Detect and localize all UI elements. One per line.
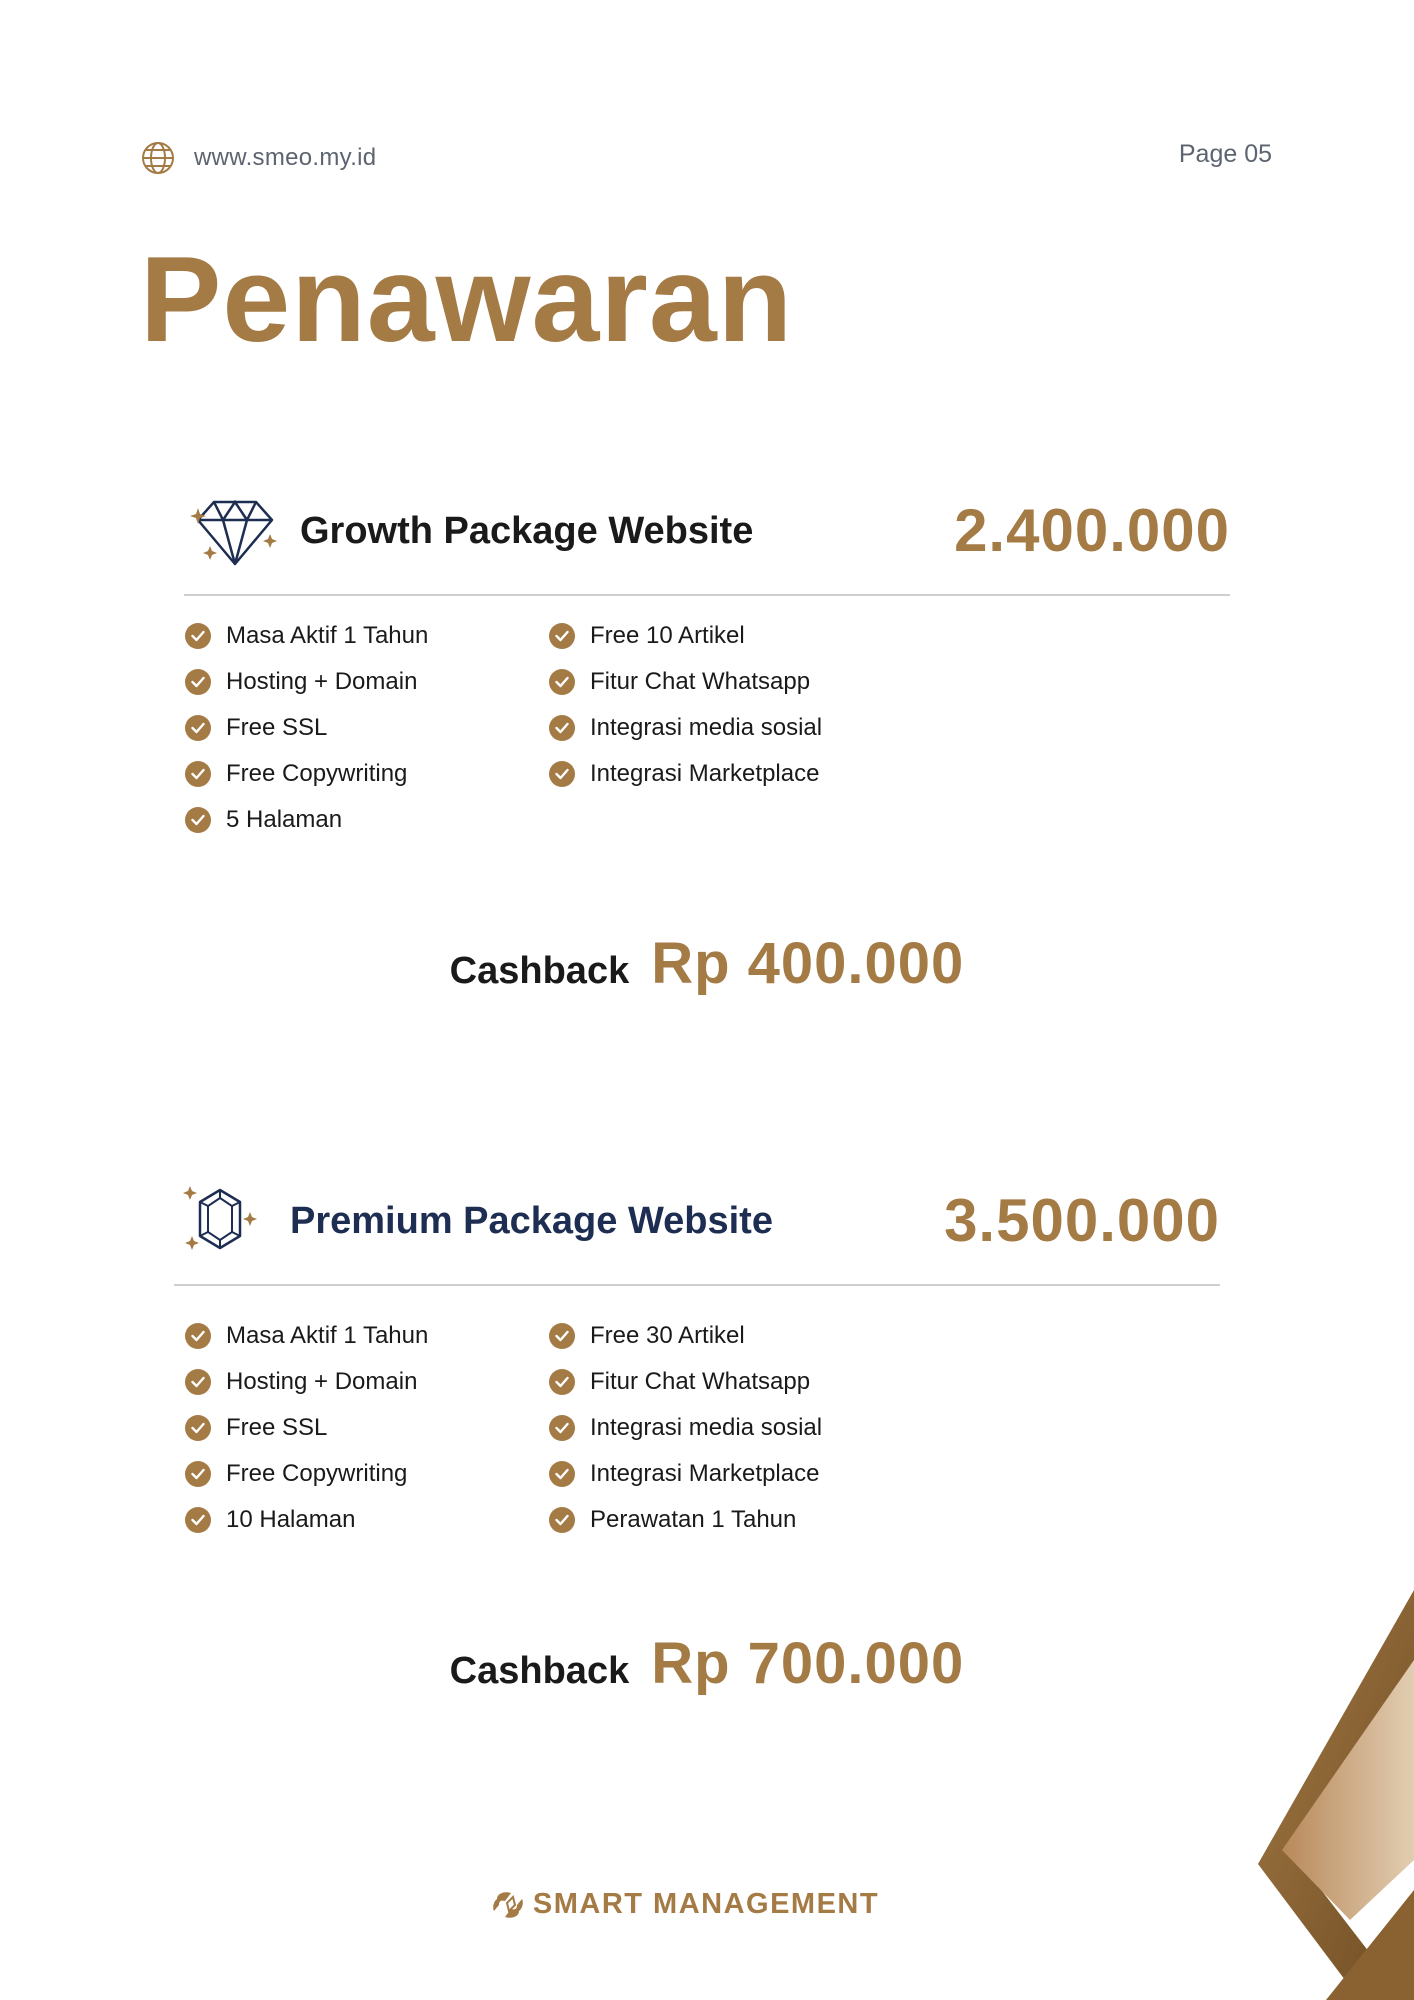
feature-item [185,622,428,650]
feature-item [549,1506,796,1534]
feature-label: Fitur Chat Whatsapp [590,1368,811,1395]
feature-item [185,1322,428,1350]
check-circle-icon [185,761,211,787]
feature-label: 10 Halaman [226,1506,356,1533]
check-circle-icon [185,669,211,695]
feature-item [549,714,822,742]
corner-decoration [1230,1580,1414,2000]
package-name: Growth Package Website [300,510,754,552]
feature-label: Integrasi Marketplace [590,760,820,787]
cashback-amount: Rp 400.000 [651,931,965,996]
package-name: Premium Package Website [290,1200,773,1242]
feature-item [549,1322,745,1350]
smart-management-logo-icon [491,1889,525,1921]
feature-label: Hosting + Domain [226,668,418,695]
feature-item [185,1368,417,1396]
check-circle-icon [185,715,211,741]
feature-item [549,622,745,650]
check-circle-icon [185,1323,211,1349]
feature-label: Integrasi media sosial [590,1414,823,1441]
package-price: 3.500.000 [944,1187,1220,1254]
check-circle-icon [549,715,575,741]
divider [174,1284,1220,1286]
check-circle-icon [549,1369,575,1395]
check-circle-icon [549,1415,575,1441]
gem-icon [180,1184,260,1258]
feature-label: Integrasi Marketplace [590,1460,820,1487]
feature-label: Perawatan 1 Tahun [590,1506,797,1533]
feature-label: Free 10 Artikel [590,622,745,649]
cashback-label: Cashback [449,1650,630,1692]
check-circle-icon [185,623,211,649]
feature-item [185,668,417,696]
feature-label: Masa Aktif 1 Tahun [226,1322,429,1349]
feature-item [185,806,342,834]
check-circle-icon [185,1461,211,1487]
check-circle-icon [185,1507,211,1533]
website-url: www.smeo.my.id [194,144,377,171]
feature-label: Free 30 Artikel [590,1322,745,1349]
check-circle-icon [185,1415,211,1441]
page-title: Penawaran [140,231,794,367]
feature-item [549,1460,819,1488]
check-circle-icon [549,761,575,787]
feature-label: Integrasi media sosial [590,714,823,741]
check-circle-icon [185,1369,211,1395]
feature-label: 5 Halaman [226,806,343,833]
feature-label: Free SSL [226,714,328,741]
website-link[interactable] [140,140,376,176]
feature-item [549,1414,822,1442]
check-circle-icon [185,807,211,833]
feature-item [185,1460,407,1488]
cashback-amount: Rp 700.000 [651,1631,965,1696]
check-circle-icon [549,669,575,695]
check-circle-icon [549,1507,575,1533]
cashback-row [0,1630,1414,1697]
feature-item [549,760,819,788]
divider [184,594,1230,596]
diamond-icon [190,496,280,568]
feature-label: Free Copywriting [226,1460,408,1487]
brand-name: SMART MANAGEMENT [532,1888,880,1920]
feature-item [185,714,327,742]
feature-item [185,1414,327,1442]
feature-label: Masa Aktif 1 Tahun [226,622,429,649]
feature-label: Free SSL [226,1414,328,1441]
check-circle-icon [549,1461,575,1487]
feature-item [549,668,810,696]
footer-brand [0,1888,1370,1921]
package-price: 2.400.000 [954,497,1230,564]
globe-icon [140,140,176,176]
feature-item [549,1368,810,1396]
page-number: Page 05 [1178,140,1272,168]
feature-item [185,760,407,788]
cashback-row [0,930,1414,997]
feature-label: Fitur Chat Whatsapp [590,668,811,695]
cashback-label: Cashback [449,950,630,992]
feature-label: Hosting + Domain [226,1368,418,1395]
check-circle-icon [549,1323,575,1349]
check-circle-icon [549,623,575,649]
feature-label: Free Copywriting [226,760,408,787]
feature-item [185,1506,355,1534]
